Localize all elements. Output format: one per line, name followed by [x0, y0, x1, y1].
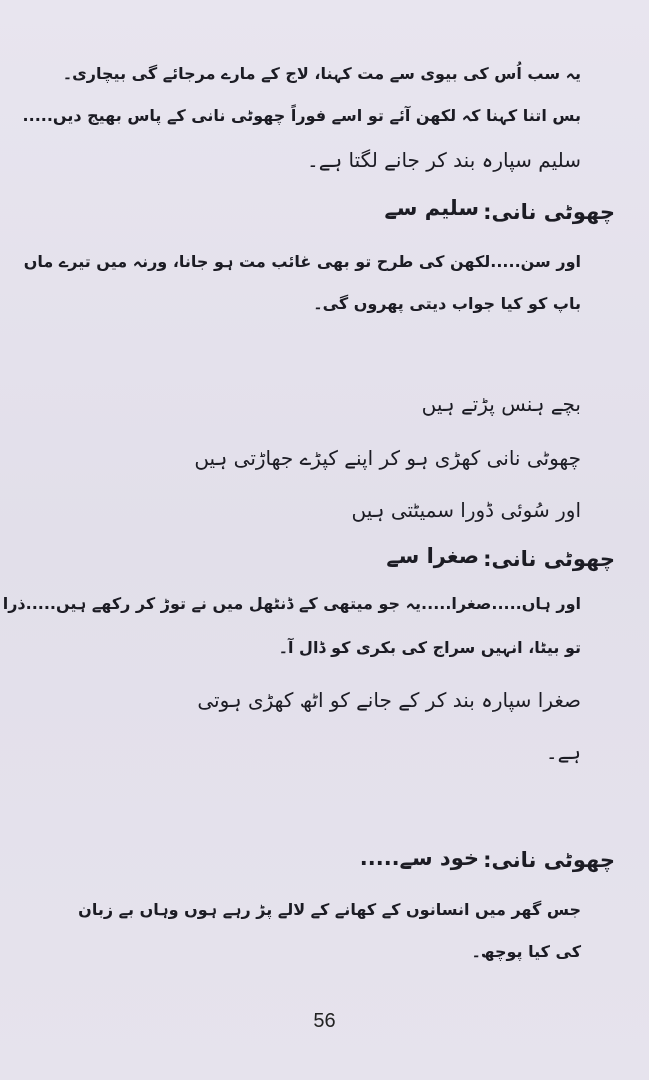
speech-direction: سلیم سے	[384, 196, 479, 220]
stage-direction: بچے ہنس پڑتے ہیں	[421, 392, 581, 416]
page-number: 56	[313, 1010, 336, 1032]
stage-direction: سلیم سپارہ بند کر جانے لگتا ہے۔	[307, 148, 581, 172]
stage-direction: چھوٹی نانی کھڑی ہو کر اپنے کپڑے جھاڑتی ہیں	[194, 446, 581, 470]
dialogue-line: اور ہاں.....صغرا.....یہ جو میتھی کے ڈنٹھل میں نے توڑ کر رکھے ہیں.....ذرا	[2, 594, 581, 613]
speech-direction: صغرا سے	[386, 544, 479, 568]
stage-direction: اور سُوئی ڈورا سمیٹتی ہیں	[351, 498, 581, 522]
speech-direction: خود سے.....	[359, 846, 479, 870]
dialogue-line: باپ کو کیا جواب دیتی پھروں گی۔	[313, 294, 581, 313]
dialogue-line: جس گھر میں انسانوں کے کھانے کے لالے پڑ رہے ہوں وہاں بے زبان	[78, 900, 581, 919]
dialogue-line: یہ سب اُس کی بیوی سے مت کہنا، لاج کے مارے مرجائے گی بیچاری۔	[62, 64, 581, 83]
dialogue-line: اور سن.....لکھن کی طرح تو بھی غائب مت ہو جانا، ورنہ میں تیرے ماں	[23, 252, 581, 271]
dialogue-line: تو بیٹا، انہیں سراج کی بکری کو ڈال آ۔	[278, 638, 581, 657]
speaker-label: چھوٹی نانی:	[483, 200, 615, 224]
stage-direction: صغرا سپارہ بند کر کے جانے کو اٹھ کھڑی ہوتی	[197, 688, 581, 712]
speaker-label: چھوٹی نانی:	[483, 848, 615, 872]
speaker-label: چھوٹی نانی:	[483, 547, 615, 571]
dialogue-line: بس اتنا کہنا کہ لکھن آئے تو اسے فوراً چھوٹی نانی کے پاس بھیج دیں.....	[22, 106, 581, 125]
stage-direction: ہے۔	[545, 740, 581, 764]
dialogue-line: کی کیا پوچھ۔	[471, 942, 581, 961]
